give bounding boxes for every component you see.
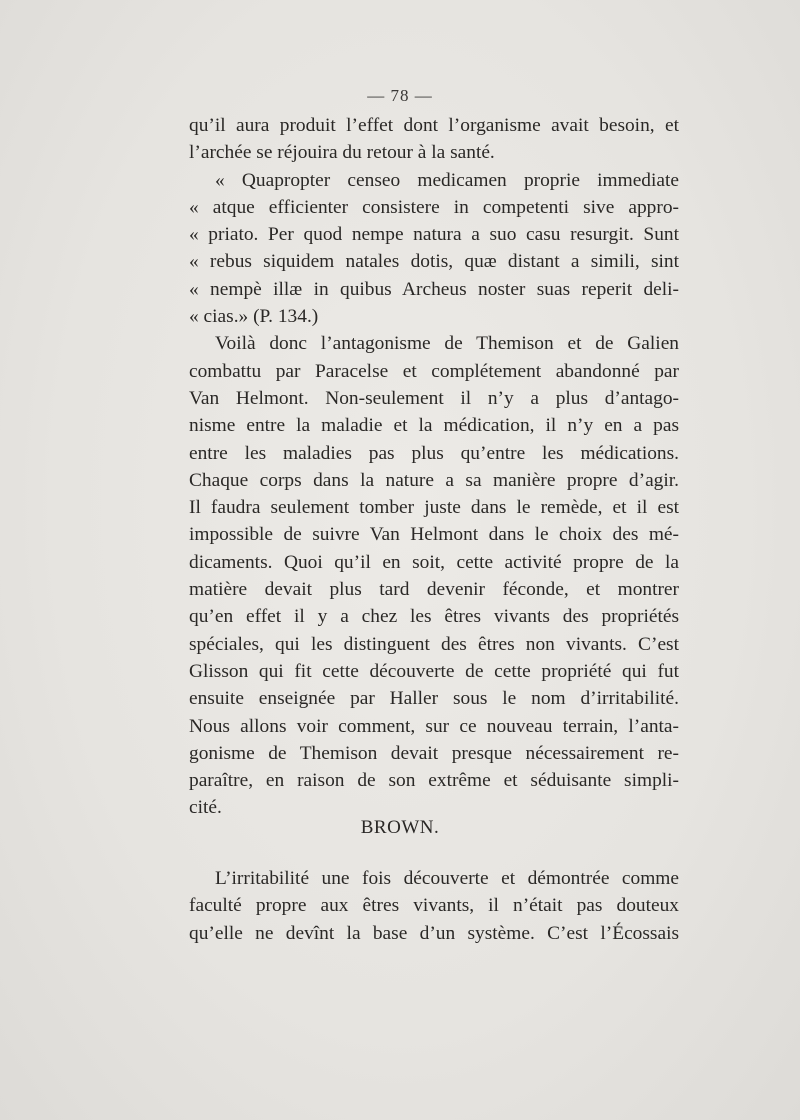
text-line: paraître, en raison de son extrême et séduisante simpli- [189,770,679,792]
text-line: Glisson qui fit cette découverte de cette propriété qui fut [189,660,679,682]
text-line: matière devait plus tard devenir féconde, et montrer [189,579,679,601]
text-line: dicaments. Quoi qu’il en soit, cette activité propre de la [189,551,679,573]
text-line: Chaque corps dans la nature a sa manière propre d’agir. [189,469,679,491]
quote-line: « atque efficienter consistere in competenti sive appro- [189,196,679,218]
text-line: spéciales, qui les distinguent des êtres non vivants. C’est [189,633,679,655]
text-line: faculté propre aux êtres vivants, il n’était pas douteux [189,895,679,917]
text-line: Nous allons voir comment, sur ce nouveau terrain, l’anta- [189,715,679,737]
text-line: L’irritabilité une fois découverte et démontrée comme [215,868,679,889]
text-line: qu’en effet il y a chez les êtres vivants des propriétés [189,606,679,628]
quote-line: « priato. Per quod nempe natura a suo casu resurgit. Sunt [189,224,679,246]
text-line: Van Helmont. Non-seulement il n’y a plus d’antago- [189,387,679,409]
section-heading: BROWN. [360,817,440,838]
quote-line: « rebus siquidem natales dotis, quæ distant a simili, sint [189,251,679,273]
text-line: Il faudra seulement tomber juste dans le remède, et il est [189,497,679,519]
page-number: — 78 — [367,86,433,105]
text-line: nisme entre la maladie et la médication, il n’y en a pas [189,415,679,437]
text-line: cité. [189,797,222,819]
text-line: l’archée se réjouira du retour à la santé. [189,142,495,164]
quote-line: « cias.» (P. 134.) [189,306,319,328]
body-text-top [189,112,679,822]
quote-line: « Quapropter censeo medicamen proprie immediate [215,169,679,191]
text-line: gonisme de Themison devait presque nécessairement re- [189,742,679,764]
quote-line: « nempè illæ in quibus Archeus noster suas reperit deli- [189,278,679,300]
text-line: impossible de suivre Van Helmont dans le choix des mé- [189,524,679,546]
text-line: ensuite enseignée par Haller sous le nom d’irritabilité. [189,688,679,710]
text-line: qu’il aura produit l’effet dont l’organisme avait besoin, et [189,115,679,136]
body-text-bottom [189,865,679,947]
text-line: entre les maladies pas plus qu’entre les médications. [189,442,679,464]
text-line: Voilà donc l’antagonisme de Themison et de Galien [215,333,679,355]
text-line: qu’elle ne devînt la base d’un système. C’est l’Écossais [189,922,679,944]
text-line: combattu par Paracelse et complétement abandonné par [189,360,679,382]
